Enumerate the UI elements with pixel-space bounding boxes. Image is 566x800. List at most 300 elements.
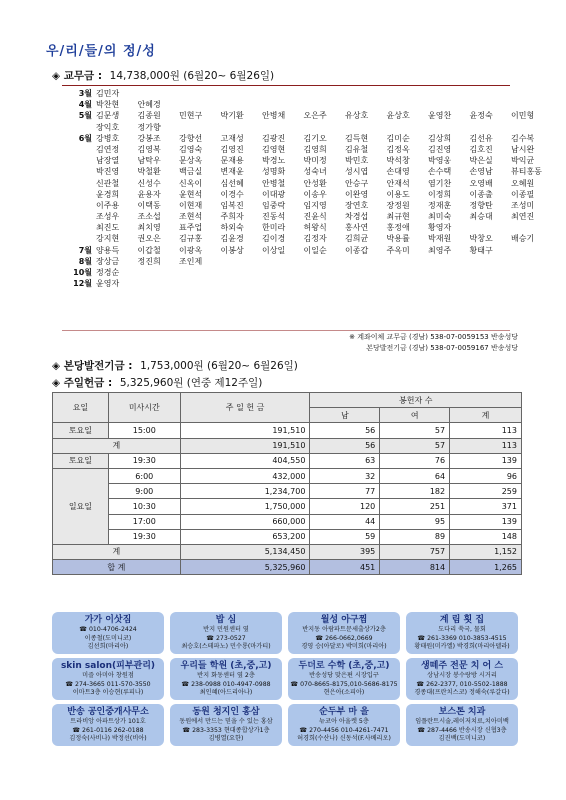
ad-line: 현은아(소피아) [323, 689, 365, 697]
donor-name: 최연진 [511, 212, 535, 222]
donor-name: 고재성 [220, 133, 244, 143]
total-cell: 148 [450, 529, 522, 544]
ad-box [170, 704, 282, 746]
donor-name: 강병호 [96, 133, 120, 143]
donor-name: 안병채 [262, 111, 286, 121]
donor-name: 장상금 [96, 256, 120, 266]
donor-name: 최미숙 [428, 212, 452, 222]
donor-name: 성숙녀 [303, 167, 327, 177]
donor-name: 김유철 [345, 144, 369, 154]
total-cell: 113 [450, 438, 522, 453]
account-note: ※ 계좌이체 교무금 (경남) 538-07-0059153 반송성당 [349, 333, 518, 341]
table-row [53, 514, 522, 529]
ad-line: 김선희(마리아) [87, 643, 129, 651]
donor-month: 7월 [78, 245, 92, 255]
amount-cell: 5,325,960 [180, 560, 310, 575]
ad-name: 월성 아구찜 [320, 615, 368, 625]
donor-row [62, 166, 542, 177]
donor-month [62, 122, 96, 133]
donor-name: 허왕식 [303, 223, 327, 233]
ad-box [52, 704, 164, 746]
donor-name: 변재윤 [220, 167, 244, 177]
donor-name: 장익호 [96, 122, 120, 132]
donor-month [62, 222, 96, 233]
male-cell: 32 [310, 468, 380, 483]
donor-name: 박익균 [511, 156, 535, 166]
donor-row [62, 222, 512, 233]
gyomu-value: 14,738,000원 (6월20~ 6월26일) [109, 70, 275, 82]
female-cell: 95 [380, 514, 450, 529]
ad-line: 반지동 아람파트문세출상가2층 [302, 626, 386, 633]
amount-cell: 404,550 [180, 453, 310, 468]
donor-month: 5월 [78, 111, 92, 121]
juil-line [52, 375, 262, 390]
donor-name: 강향선 [179, 133, 203, 143]
donor-row [62, 278, 512, 289]
donor-name: 안성환 [303, 178, 327, 188]
donor-name: 손대영 [386, 167, 410, 177]
donor-name: 김영진 [220, 144, 244, 154]
donor-name: 김정자 [303, 234, 327, 244]
donor-name: 박진영 [96, 167, 120, 177]
gyomu-label: ◈ 교무금 : [52, 70, 106, 82]
time-cell: 19:30 [108, 529, 180, 544]
ad-line: ☎ 270-4456 010-4261-7471 [299, 726, 389, 734]
ad-name: 동원 청지인 홍삼 [192, 707, 260, 717]
female-cell: 814 [380, 560, 450, 575]
subtotal-row [53, 544, 522, 559]
total-cell: 139 [450, 453, 522, 468]
donor-name: 손수택 [428, 167, 452, 177]
donor-name: 성명화 [262, 167, 286, 177]
ad-line: 반송성당 맞은편 시장입구 [309, 672, 379, 679]
donor-month [62, 144, 96, 155]
donor-name: 박철환 [137, 167, 161, 177]
donor-month [62, 189, 96, 200]
header-day: 요일 [53, 393, 109, 423]
grand-total-row [53, 560, 522, 575]
donor-name: 최치영 [137, 223, 161, 233]
donor-name: 손영남 [469, 167, 493, 177]
ad-line: 동원에서 만드는 믿을 수 있는 홍삼 [179, 718, 273, 725]
ad-box [170, 658, 282, 700]
donor-name: 임복진 [220, 200, 244, 210]
ad-line: ☎ 261-0116 262-0188 [72, 726, 144, 734]
donor-name: 윤용자 [137, 189, 161, 199]
male-cell: 56 [310, 423, 380, 438]
donor-name: 성시엽 [345, 167, 369, 177]
time-cell: 6:00 [108, 468, 180, 483]
baldal-value: 1,753,000원 (6월20~ 6월26일) [140, 360, 298, 372]
ad-line: 경종대(프란치스코) 정해숙(루갈다) [414, 689, 510, 697]
time-cell: 10:30 [108, 499, 180, 514]
time-cell: 15:00 [108, 423, 180, 438]
donor-name: 주옥미 [386, 245, 410, 255]
table-row [53, 453, 522, 468]
amount-cell: 191,510 [180, 438, 310, 453]
amount-cell: 5,134,450 [180, 544, 310, 559]
ad-line: 반지 화동센터 옆 2층 [197, 672, 255, 679]
ad-line: ☎ 070-8665-8175,010-5686-8175 [290, 680, 398, 688]
donor-name: 이대광 [262, 189, 286, 199]
donor-name: 정진희 [137, 256, 161, 266]
donor-name: 황영자 [428, 223, 452, 233]
time-cell: 19:30 [108, 453, 180, 468]
donor-name: 정재훈 [428, 200, 452, 210]
donor-name: 조현석 [179, 212, 203, 222]
donor-name: 오영배 [469, 178, 493, 188]
donor-name: 윤영찬 [428, 111, 452, 121]
donor-name: 김영복 [137, 144, 161, 154]
ad-line: 뉴코아 아울렛 5층 [319, 718, 369, 725]
ad-box [288, 658, 400, 700]
ad-line: 이종철(도미니코) [84, 634, 132, 642]
ad-line: ☎ 262-2377, 010-5502-1888 [416, 680, 508, 688]
donor-name: 김미순 [386, 133, 410, 143]
donor-month: 3월 [78, 89, 92, 98]
donor-row [62, 211, 535, 222]
donor-name: 권오은 [137, 234, 161, 244]
donor-name: 장정원 [386, 200, 410, 210]
ad-box [406, 658, 518, 700]
grand-total-label: 합 계 [53, 560, 181, 575]
donor-row [62, 144, 535, 155]
donor-name: 박영웅 [428, 156, 452, 166]
donor-name: 김상희 [428, 133, 452, 143]
amount-cell: 432,000 [180, 468, 310, 483]
donor-name: 김선유 [469, 133, 493, 143]
donor-name: 김정옥 [386, 144, 410, 154]
donor-name: 남장열 [96, 156, 120, 166]
donor-name: 윤상호 [386, 111, 410, 121]
donor-list [62, 88, 542, 289]
gyomu-line [52, 68, 274, 83]
donor-name: 이종출 [469, 189, 493, 199]
donor-name: 오은주 [303, 111, 327, 121]
ad-name: 생떼주 전문 치 어 스 [420, 661, 504, 671]
donor-name: 윤현석 [179, 189, 203, 199]
ad-line: 경영 승(아달로) 박미희(마리아) [301, 643, 387, 651]
donor-name: 신옥이 [179, 178, 203, 188]
donor-name: 이갑철 [137, 245, 161, 255]
donor-row [62, 267, 512, 278]
donor-name: 김이경 [262, 234, 286, 244]
divider [62, 330, 510, 331]
donor-name: 하외숙 [220, 223, 244, 233]
donor-name: 이민형 [511, 111, 535, 121]
header-people: 봉헌자 수 [310, 393, 522, 408]
day-cell: 토요일 [53, 423, 109, 438]
donor-name: 진동석 [262, 212, 286, 222]
donor-name: 한미라 [262, 223, 286, 233]
donor-name: 박기환 [220, 111, 244, 121]
donor-name: 이용도 [386, 189, 410, 199]
donor-name: 염기찬 [428, 178, 452, 188]
donor-name: 박용률 [386, 234, 410, 244]
donor-name: 홍사연 [345, 223, 369, 233]
subtotal-row [53, 438, 522, 453]
ad-name: 가가 이삿짐 [84, 615, 132, 625]
donor-month [62, 233, 96, 244]
donor-name: 이광옥 [179, 245, 203, 255]
donor-row [62, 233, 535, 244]
donor-name: 김문생 [96, 111, 120, 121]
donor-row [62, 122, 512, 133]
female-cell: 182 [380, 484, 450, 499]
header-total: 계 [450, 408, 522, 423]
donor-row [62, 155, 535, 166]
female-cell: 57 [380, 423, 450, 438]
donor-name: 이정희 [428, 189, 452, 199]
donor-name: 최규현 [386, 212, 410, 222]
ad-box [52, 612, 164, 654]
donor-name: 정경순 [96, 268, 120, 277]
advertisement-grid [52, 612, 520, 750]
donor-month [62, 211, 96, 222]
male-cell: 395 [310, 544, 380, 559]
ad-line: 최승호(스테파노) 민수룡(마가티) [181, 643, 271, 651]
donor-name: 박창오 [469, 234, 493, 244]
juil-value: 5,325,960원 (연중 제12주일) [119, 377, 263, 389]
donor-name: 김연정 [96, 144, 120, 154]
ad-name: 순두부 마 을 [319, 707, 369, 717]
total-cell: 96 [450, 468, 522, 483]
donor-name: 황태구 [469, 245, 493, 255]
amount-cell: 660,000 [180, 514, 310, 529]
offering-table [52, 392, 522, 575]
total-cell: 139 [450, 514, 522, 529]
male-cell: 44 [310, 514, 380, 529]
donor-name: 뷰티홍동 [511, 167, 542, 177]
donor-name: 민현구 [179, 111, 203, 121]
donor-name: 김수복 [511, 133, 535, 143]
donor-name: 임지영 [303, 200, 327, 210]
donor-name: 이상일 [262, 245, 286, 255]
header-male: 남 [310, 408, 380, 423]
ad-box [288, 704, 400, 746]
donor-name: 윤경희 [96, 189, 120, 199]
donor-name: 차경섭 [345, 212, 369, 222]
donor-row [62, 133, 535, 144]
female-cell: 76 [380, 453, 450, 468]
table-row [53, 423, 522, 438]
baldal-line [52, 358, 298, 373]
donor-name: 김종원 [137, 111, 161, 121]
donor-month: 4월 [78, 100, 92, 110]
donor-name: 주희자 [220, 212, 244, 222]
ad-line: 김정숙(사비나) 박정선(비아) [69, 735, 147, 743]
donor-name: 배승기 [511, 234, 535, 244]
donor-name: 김규홍 [179, 234, 203, 244]
ad-line: ☎ 261-3369 010-3853-4515 [417, 634, 507, 642]
donor-name: 김윤경 [220, 234, 244, 244]
ad-line: ☎ 273-0527 [206, 634, 246, 642]
juil-label: ◈ 주일헌금 : [52, 377, 116, 389]
donor-name: 안병철 [262, 178, 286, 188]
donor-name: 박재원 [428, 234, 452, 244]
donor-name: 박경노 [262, 156, 286, 166]
donor-name: 안재석 [386, 178, 410, 188]
donor-month [62, 178, 96, 189]
donor-name: 김민자 [96, 89, 120, 98]
amount-cell: 1,750,000 [180, 499, 310, 514]
donor-name: 최승대 [469, 212, 493, 222]
donor-name: 박찬현 [96, 100, 120, 110]
ad-name: 두더로 수학 (초,중,고) [298, 661, 390, 671]
donor-name: 윤영자 [96, 279, 120, 289]
donor-row [62, 245, 512, 256]
donor-name: 이송우 [303, 189, 327, 199]
ad-box [52, 658, 164, 700]
account-notes [349, 332, 518, 354]
male-cell: 77 [310, 484, 380, 499]
male-cell: 451 [310, 560, 380, 575]
donor-name: 이택동 [137, 200, 161, 210]
day-cell: 일요일 [53, 468, 109, 544]
donor-name: 박석창 [386, 156, 410, 166]
ad-line: 이마트3층 이승현(루피나) [72, 689, 144, 697]
total-cell: 259 [450, 484, 522, 499]
donor-month [62, 200, 96, 211]
donor-row [62, 178, 535, 189]
donor-name: 문재용 [220, 156, 244, 166]
donor-name: 안승구 [345, 178, 369, 188]
donor-month: 10월 [73, 268, 92, 277]
donor-name: 백금실 [179, 167, 203, 177]
divider [62, 85, 510, 86]
donor-name: 이봉상 [220, 245, 244, 255]
donor-name: 표주업 [179, 223, 203, 233]
donor-name: 강지현 [96, 234, 120, 244]
donor-name: 박미정 [303, 156, 327, 166]
donor-name: 이현재 [179, 200, 203, 210]
donor-name: 신관철 [96, 178, 120, 188]
ad-name: 보스톤 치과 [438, 707, 486, 717]
time-cell: 9:00 [108, 484, 180, 499]
table-row [53, 499, 522, 514]
donor-name: 김영숙 [179, 144, 203, 154]
donor-name: 김희균 [345, 234, 369, 244]
ad-name: 밥 심 [215, 615, 237, 625]
header-time: 미사시간 [108, 393, 180, 423]
donor-row [62, 200, 535, 211]
ad-line: 미즐 아미아 창원점 [82, 672, 134, 679]
donor-row [62, 88, 512, 99]
subtotal-label: 계 [53, 544, 181, 559]
ad-line: ☎ 283-3353 현대종합상가1층 [182, 726, 270, 734]
ad-box [406, 704, 518, 746]
donor-name: 조성우 [96, 212, 120, 222]
donor-name: 박민호 [345, 156, 369, 166]
donor-name: 조인제 [179, 256, 203, 266]
account-note: 본당발전기금 (경남) 538-07-0059167 반송성당 [366, 344, 518, 352]
donor-name: 김호진 [469, 144, 493, 154]
ad-line: 황태원(미카엘) 박경희(마리아델라) [414, 643, 510, 651]
donor-name: 문상옥 [179, 156, 203, 166]
ad-name: 계 림 횟 집 [439, 615, 485, 625]
female-cell: 757 [380, 544, 450, 559]
ad-line: 김병열(요한) [208, 735, 244, 743]
header-female: 여 [380, 408, 450, 423]
donor-name: 김광진 [262, 133, 286, 143]
male-cell: 56 [310, 438, 380, 453]
donor-name: 조소섭 [137, 212, 161, 222]
time-cell: 17:00 [108, 514, 180, 529]
donor-name: 이일순 [303, 245, 327, 255]
total-cell: 1,265 [450, 560, 522, 575]
male-cell: 120 [310, 499, 380, 514]
ad-box [288, 612, 400, 654]
ad-line: 반지 민원센터 옆 [203, 626, 249, 633]
donor-name: 양용득 [96, 245, 120, 255]
page-title: 우/리/들/의 정/성 [46, 44, 156, 59]
donor-month: 8월 [78, 256, 92, 266]
donor-name: 정향탄 [469, 200, 493, 210]
female-cell: 251 [380, 499, 450, 514]
donor-month: 12월 [73, 279, 92, 289]
ad-box [170, 612, 282, 654]
ad-line: 최인혜(아드리아나) [199, 689, 253, 697]
ad-line: ☎ 274-3665 011-570-3550 [65, 680, 151, 688]
donor-name: 오혜원 [511, 178, 535, 188]
donor-name: 이완영 [345, 189, 369, 199]
amount-cell: 1,234,700 [180, 484, 310, 499]
female-cell: 89 [380, 529, 450, 544]
ad-line: ☎ 238-0988 010-4947-0988 [181, 680, 271, 688]
donor-name: 이종필 [511, 189, 535, 199]
ad-box [406, 612, 518, 654]
donor-name: 안혜경 [137, 100, 161, 110]
donor-name: 이경수 [220, 189, 244, 199]
table-row [53, 468, 522, 483]
baldal-label: ◈ 본당발전기금 : [52, 360, 137, 372]
donor-month: 6월 [78, 133, 92, 143]
ad-line: 허경희(수산나) 신동석(F.사베리오) [297, 735, 391, 743]
subtotal-label: 계 [53, 438, 181, 453]
donor-name: 홍정애 [386, 223, 410, 233]
total-cell: 113 [450, 423, 522, 438]
donor-row [62, 99, 512, 110]
ad-line: 트라비앙 아파트상가 101호 [70, 718, 146, 725]
ad-name: 우리들 학원 (초,중,고) [180, 661, 272, 671]
donor-name: 신성수 [137, 178, 161, 188]
donor-name: 유상호 [345, 111, 369, 121]
total-cell: 1,152 [450, 544, 522, 559]
donor-name: 김영희 [303, 144, 327, 154]
donor-name: 이종갑 [345, 245, 369, 255]
ad-line: ☎ 010-4706-2424 [79, 626, 137, 633]
header-amount: 주 일 헌 금 [180, 393, 310, 423]
ad-name: skin salon(피부관리) [60, 661, 156, 671]
donor-name: 임중락 [262, 200, 286, 210]
ad-line: ☎ 266-0662,0669 [315, 634, 373, 642]
donor-row [62, 189, 535, 200]
donor-row [62, 110, 535, 121]
donor-name: 김진영 [428, 144, 452, 154]
amount-cell: 653,200 [180, 529, 310, 544]
donor-name: 장연호 [345, 200, 369, 210]
ad-line: ☎ 287-4466 반송시장 신협3층 [417, 726, 507, 734]
donor-name: 김득현 [345, 133, 369, 143]
donor-name: 김기오 [303, 133, 327, 143]
total-cell: 371 [450, 499, 522, 514]
male-cell: 63 [310, 453, 380, 468]
donor-name: 최영주 [428, 245, 452, 255]
ad-line: 임플란트시술,레이저치료,치아미백 [415, 718, 509, 725]
ad-line: 김진백(도미니코) [438, 735, 486, 743]
ad-name: 반송 공인중개사무소 [67, 707, 149, 717]
table-row [53, 484, 522, 499]
